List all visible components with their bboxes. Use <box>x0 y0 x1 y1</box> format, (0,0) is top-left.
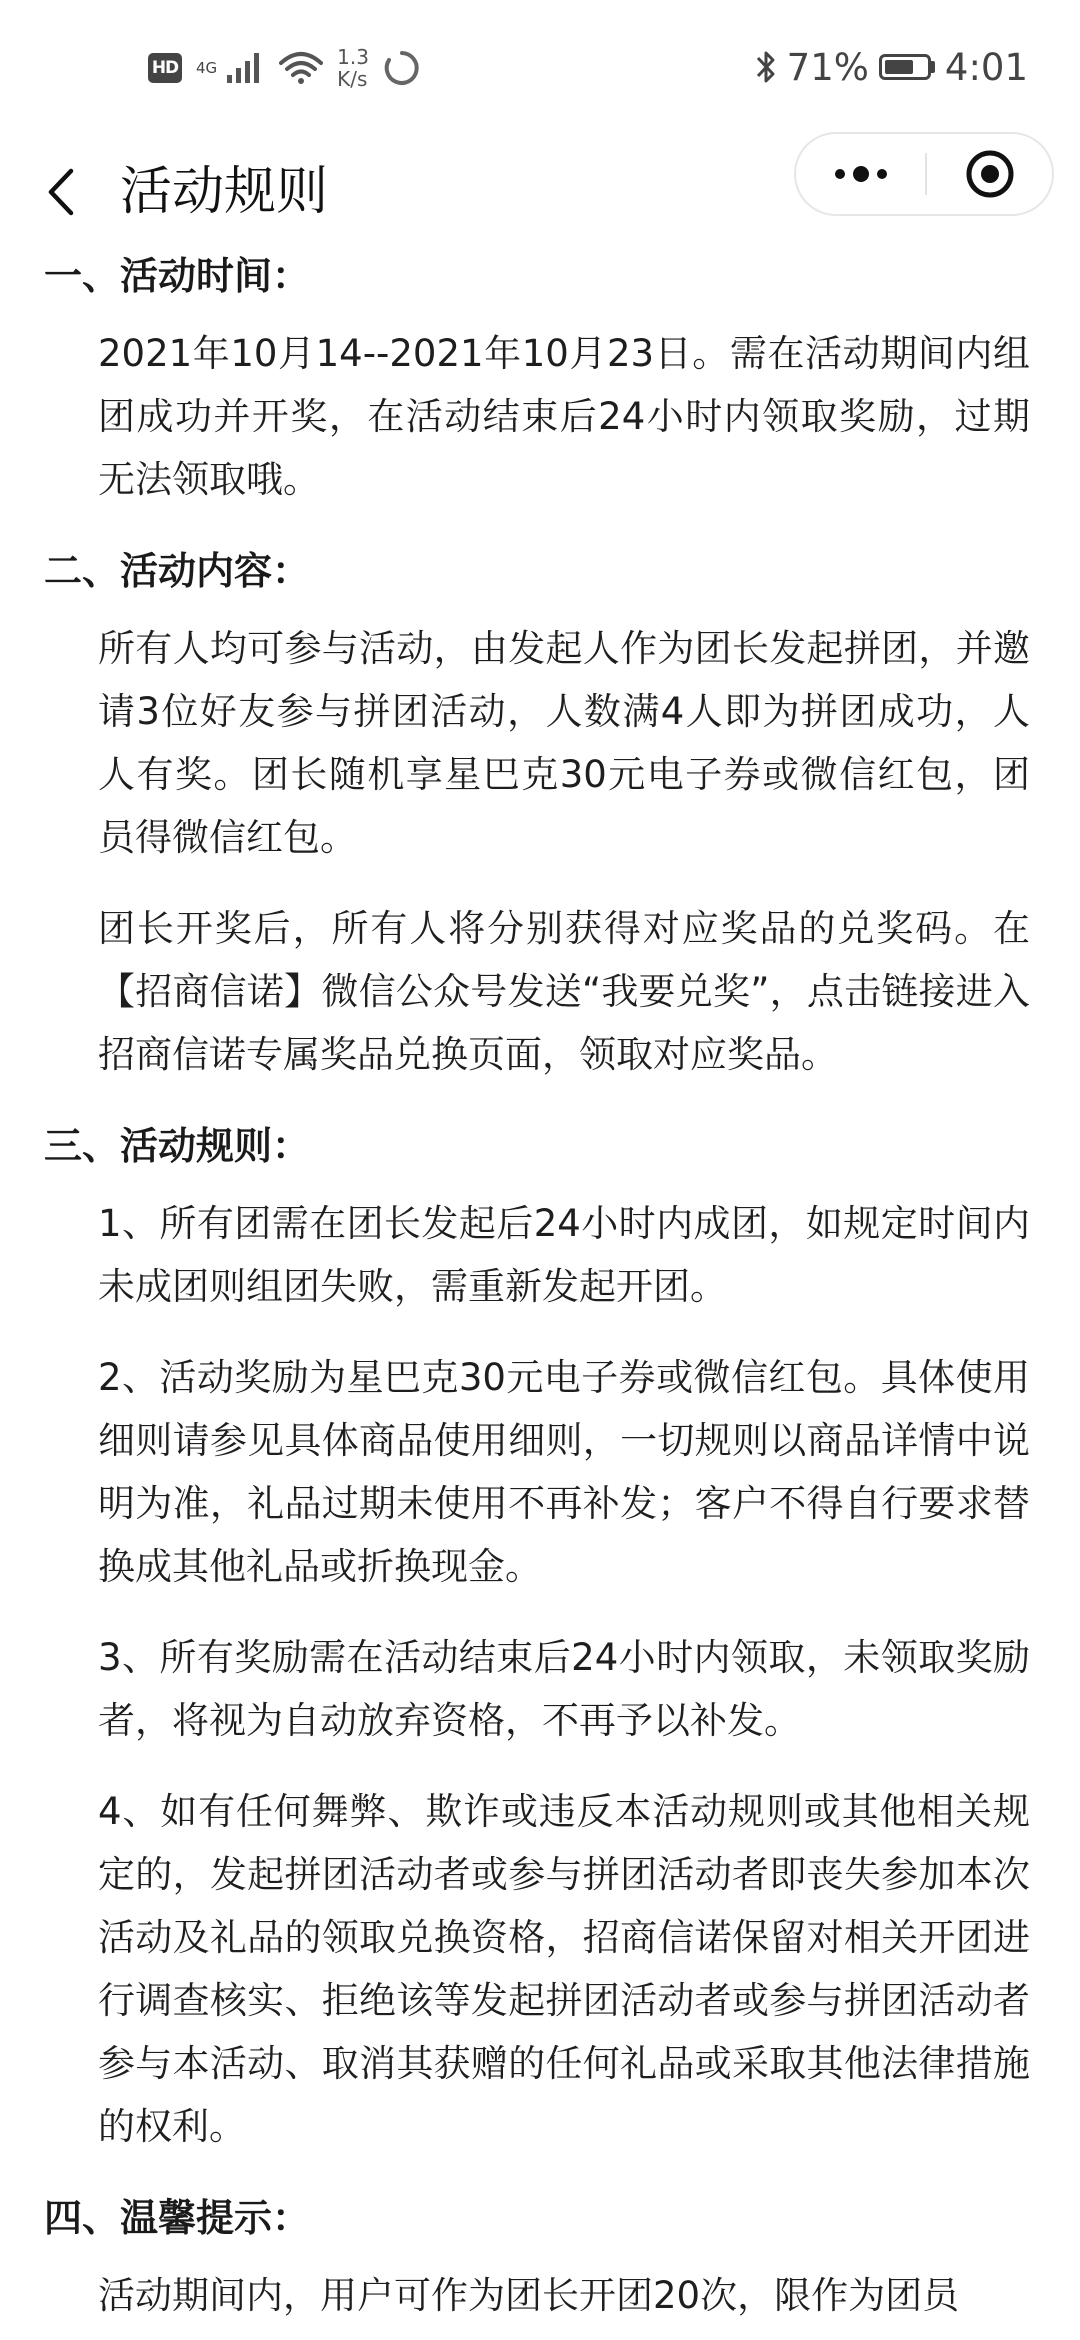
target-close-icon <box>964 148 1016 200</box>
section-tips <box>0 2186 1080 2327</box>
rules-content <box>0 244 1080 2340</box>
status-right <box>755 42 1028 92</box>
battery-icon <box>879 54 935 80</box>
page-title: 活动规则 <box>120 162 329 222</box>
signal-icon <box>225 51 265 85</box>
section-title: 三、活动规则： <box>44 1124 311 1168</box>
section-title: 一、活动时间： <box>44 254 311 298</box>
mini-program-capsule <box>794 132 1054 216</box>
nav-bar <box>0 132 1080 252</box>
paragraph: 2021年10月14--2021年10月23日。需在活动期间内组团成功并开奖，在活动结束后24小时内领取奖励，过期无法领取哦。 <box>98 332 1030 501</box>
paragraph: 所有人均可参与活动，由发起人作为团长发起拼团，并邀请3位好友参与拼团活动，人数满4人即为拼团成功，人人有奖。团长随机享星巴克30元电子券或微信红包，团员得微信红包。 <box>98 627 1030 859</box>
battery-percent: 71% <box>786 45 869 89</box>
clock: 4:01 <box>944 45 1028 89</box>
more-button[interactable] <box>796 134 925 214</box>
loading-circle-icon <box>383 49 421 87</box>
section-activity-time <box>0 244 1080 511</box>
section-title: 四、温馨提示： <box>44 2196 311 2240</box>
wifi-icon <box>279 51 323 85</box>
paragraph: 1、所有团需在团长发起后24小时内成团，如规定时间内未成团则组团失败，需重新发起开团。 <box>98 1202 1030 1308</box>
section-activity-content <box>0 539 1080 1086</box>
section-activity-rules <box>0 1114 1080 2158</box>
paragraph: 活动期间内，用户可作为团长开团20次，限作为团员 <box>98 2274 960 2317</box>
paragraph: 2、活动奖励为星巴克30元电子券或微信红包。具体使用细则请参见具体商品使用细则，一切规则以商品详情中说明为准，礼品过期未使用不再补发；客户不得自行要求替换成其他礼品或折换现金。 <box>98 1356 1030 1588</box>
more-dots-icon <box>835 169 845 179</box>
speed-unit: K/s <box>337 67 368 91</box>
status-bar <box>0 0 1080 132</box>
speed-value: 1.3 <box>337 45 369 69</box>
paragraph: 3、所有奖励需在活动结束后24小时内领取，未领取奖励者，将视为自动放弃资格，不再予以补发。 <box>98 1636 1030 1742</box>
status-left <box>148 44 421 92</box>
bluetooth-icon <box>755 48 777 86</box>
section-title: 二、活动内容： <box>44 549 311 593</box>
paragraph: 4、如有任何舞弊、欺诈或违反本活动规则或其他相关规定的，发起拼团活动者或参与拼团活动者即丧失参加本次活动及礼品的领取兑换资格，招商信诺保留对相关开团进行调查核实、拒绝该等发起拼团活动者或参与拼团活动者参与本活动、取消其获赠的任何礼品或采取其他法律措施的权利。 <box>98 1790 1030 2148</box>
close-button[interactable] <box>927 134 1052 214</box>
more-dots-icon-center <box>853 166 869 182</box>
paragraph: 团长开奖后，所有人将分别获得对应奖品的兑奖码。在【招商信诺】微信公众号发送“我要兑奖”，点击链接进入招商信诺专属奖品兑换页面，领取对应奖品。 <box>98 907 1030 1076</box>
battery-level <box>885 60 913 74</box>
more-dots-icon-right <box>877 169 887 179</box>
hd-badge: HD <box>148 53 182 83</box>
back-button[interactable] <box>32 162 92 222</box>
network-type: 4G <box>196 58 218 77</box>
chevron-left-icon <box>45 167 79 217</box>
network-speed <box>337 46 369 90</box>
